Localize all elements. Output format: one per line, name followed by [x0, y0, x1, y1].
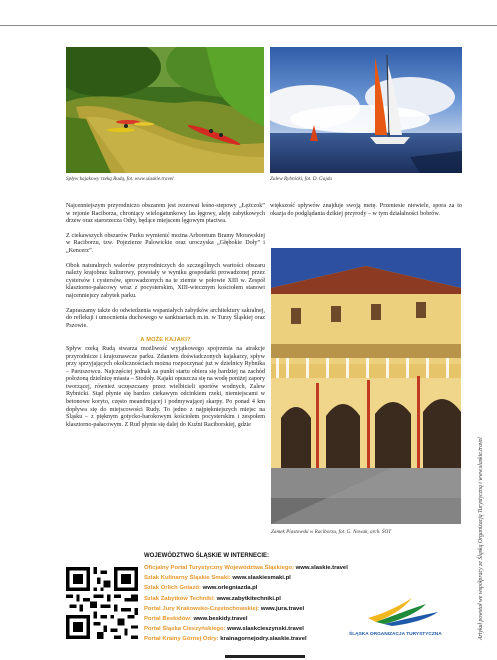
link-row-slaskie-travel[interactable]: Oficjalny Portal Turystyczny Województwa Śląskiego: www.slaskie.travel [144, 565, 348, 571]
sailboat-photo-caption: Zalew Rybnicki, fot. D. Gajda [270, 176, 333, 182]
link-row-slaskie-smaki[interactable]: Szlak Kulinarny Śląskie Smaki: www.slaskiesmaki.pl [144, 575, 291, 582]
paragraph-sacral: Zapraszamy także do odwiedzenia wspaniałych zabytków architektury sakralnej, do refleksji i umocnienia duchowego w sanktuariach m.in. w Turzy Śląskiej oraz Pszowie. [66, 307, 265, 329]
link-row-jura[interactable]: Portal Jury Krakowsko-Częstochowskiej: www.jura.travel [144, 605, 305, 612]
paragraph-kayaking: Spływ rzeką Rudą stwarza możliwość wyjątkowego spojrzenia na atrakcje przyrodnicze i krajoznawcze parku. Zdaniem doświadczonych kajakarzy, spływ przy sprzyjających okolicznościach można rozpoczynać już w dzielnicy Rybnika – Paruszowcu. Najczęściej jednak za punkt startu obiera się bardziej na zachód położoną dzielnicę miasta – Stodoły. Kajaki opuszcza się na wodę poniżej zapory tworzącej, również uczęszczany przez wielbicieli sportów wodnych, Zalew Rybnicki. Stąd płynie się bardzo ciekawym odcinkiem rzeki, niemiejscami w betonowe koryto, często meandrującej i podmywającej skarpy. Po ponad 4 km dopływa się do miejscowości Rudy. To jedno z najpiękniejszych miejsc na Śląsku – z pięknym gotycko-barokowym kościołem pocysterskim i zespołem klasztorno-pałacowym. Z Rud płynie się dalej do Kuźni Raciborskiej, gdzie [66, 345, 265, 428]
internet-links-list [144, 563, 348, 645]
sailboat-photo [270, 47, 462, 173]
castle-photo-caption: Zamek Piastowski w Raciborzu, fot. G. Nowak, arch. ŚOT [271, 529, 392, 535]
vertical-credit: Artykuł powstał we współpracy ze Śląską Organizacją Turystyczną i www.slaskie.travel [478, 437, 484, 640]
castle-photo [271, 248, 461, 524]
sot-logo-text: ŚLĄSKA ORGANIZACJA TURYSTYCZNA [349, 632, 442, 637]
link-row-zabytki-techniki[interactable]: Szlak Zabytków Techniki: www.zabytkitechniki.pl [144, 595, 281, 602]
paragraph-continuation: większość spływów znajduje swoją metę. Przeniesie niewiele, spora za to okazja do podglądania dzikiej przyrody – w tym działalności bobrów. [270, 203, 462, 217]
paragraph-arboretum: Z ciekawszych obszarów Parku wymienić można Arboretum Bramy Morawskiej w Raciborzu, tzw. Pojezierze Palowickie oraz uroczyska „Głębokie Doły” i „Kencerz”. [66, 232, 265, 254]
sot-logo [362, 588, 446, 628]
right-column [270, 203, 462, 225]
paragraph-lezczok: Najcenniejszym przyrodniczo obszarem jest rezerwat leśno-stepowy „Łężczok” w rejonie Raciborza, chroniący wielogatunkowy las łęgowy, aleję zabytkowych drzew oraz starorzecza Odry, będące miejscem lęgowym ptactwa. [66, 203, 265, 225]
link-row-beskidy[interactable]: Portal Beskidów: www.beskidy.travel [144, 616, 248, 623]
link-row-gorna-odra[interactable]: Portal Krainy Górnej Odry: krainagornejodry.slaskie.travel [144, 636, 307, 643]
link-row-slask-cieszynski[interactable]: Portal Śląska Cieszyńskiego: www.slaskcieszynski.travel [144, 626, 304, 633]
section-heading-kayaks: A MOŻE KAJAKI? [140, 337, 191, 344]
bottom-rule [225, 655, 305, 658]
kayak-photo-caption: Spływ kajakowy rzeką Rudą, fot. www.slaskie.travel [66, 176, 174, 182]
left-column-upper [66, 203, 265, 436]
link-row-orle-gniazda[interactable]: Szlak Orlich Gniazd: www.orlegniazda.pl [144, 585, 258, 592]
top-rule [0, 25, 497, 26]
internet-section-title: WOJEWÓDZTWO ŚLĄSKIE W INTERNECIE: [144, 553, 269, 559]
qr-code [66, 567, 138, 639]
paragraph-landscape: Obok naturalnych walorów przyrodniczych do szczególnych wartości obszaru należy krajobraz kulturowy, powstały w wyniku gospodarki prowadzonej przez cystersów i cystersów, sprowadzonych na te ziemie w połowie XIII w. Zespół klasztorno-pałacowy wraz z pocysterskim, XIII-wiecznym kościołem stanowi najcenniejszy zabytek parku. [66, 262, 265, 299]
kayak-photo [66, 47, 264, 173]
